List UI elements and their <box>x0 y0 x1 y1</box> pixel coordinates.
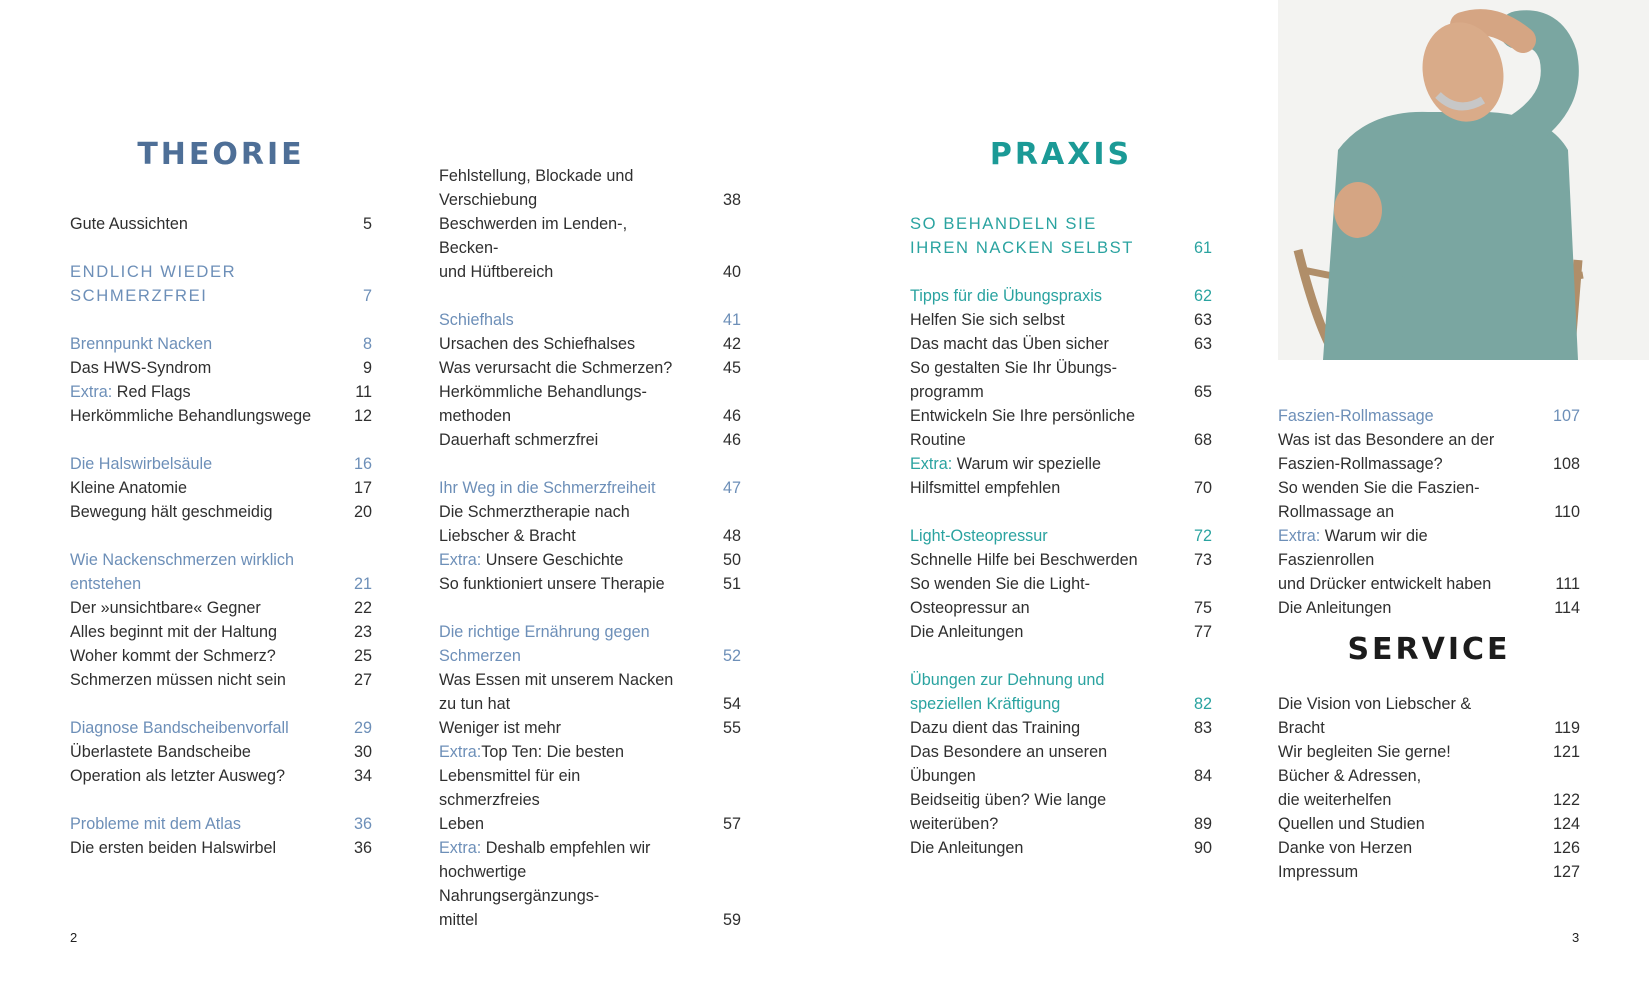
toc-entry-title: SO BEHANDELN SIE IHREN NACKEN SELBST <box>910 214 1135 257</box>
toc-gap <box>70 788 372 812</box>
toc-gap <box>910 644 1212 668</box>
theorie-heading: THEORIE <box>137 137 305 172</box>
toc-page-number: 57 <box>722 815 741 833</box>
toc-entry <box>1278 476 1580 524</box>
toc-entry <box>1278 740 1580 764</box>
toc-page-number: 23 <box>353 623 372 641</box>
toc-page-number: 48 <box>722 527 741 545</box>
toc-entry-title: Fehlstellung, Blockade und Verschiebung <box>439 167 634 209</box>
toc-gap <box>439 284 741 308</box>
toc-entry <box>910 548 1212 572</box>
toc-page-number: 17 <box>353 479 372 497</box>
toc-entry <box>439 380 741 428</box>
toc-page-number: 29 <box>353 719 372 737</box>
toc-section <box>910 668 1212 716</box>
extra-title: Deshalb empfehlen wir hochwertige Nahrungsergänzungs- mittel <box>439 839 651 929</box>
toc-entry <box>70 476 372 500</box>
toc-page-number: 63 <box>1193 335 1212 353</box>
toc-chapter <box>70 260 372 308</box>
toc-entry-title: Der »unsichtbare« Gegner <box>70 599 261 617</box>
toc-entry <box>439 740 741 836</box>
toc-chapter <box>910 212 1212 260</box>
toc-entry-title: Wir begleiten Sie gerne! <box>1278 743 1451 761</box>
toc-entry-title: Diagnose Bandscheibenvorfall <box>70 719 289 737</box>
toc-page-number: 50 <box>722 551 741 569</box>
toc-page-number: 114 <box>1554 599 1580 617</box>
toc-page-number: 36 <box>353 839 372 857</box>
toc-page-number: 90 <box>1193 839 1212 857</box>
toc-page-number: 54 <box>722 695 741 713</box>
toc-gap <box>70 308 372 332</box>
toc-entry-title: Was Essen mit unserem Nacken zu tun hat <box>439 671 674 713</box>
toc-page-number: 124 <box>1552 815 1580 833</box>
toc-gap <box>70 428 372 452</box>
toc-entry-title: Was verursacht die Schmerzen? <box>439 359 673 377</box>
toc-column-3 <box>910 212 1212 860</box>
toc-entry-title: Bücher & Adressen, die weiterhelfen <box>1278 767 1422 809</box>
toc-page-number: 20 <box>353 503 372 521</box>
toc-section <box>70 548 372 596</box>
toc-page-number: 59 <box>722 911 741 929</box>
toc-page-number: 52 <box>722 647 741 665</box>
toc-entry <box>439 212 741 284</box>
toc-page-number: 11 <box>355 383 372 401</box>
toc-entry <box>910 620 1212 644</box>
toc-section <box>439 308 741 332</box>
toc-entry <box>910 740 1212 788</box>
toc-gap <box>70 524 372 548</box>
toc-entry-title: Probleme mit dem Atlas <box>70 815 241 833</box>
toc-section <box>70 452 372 476</box>
toc-entry <box>439 428 741 452</box>
toc-entry-title: Entwickeln Sie Ihre persönliche Routine <box>910 407 1135 449</box>
toc-entry <box>439 548 741 572</box>
service-heading: SERVICE <box>1347 632 1511 667</box>
toc-page-number: 110 <box>1554 503 1580 521</box>
toc-page-number: 22 <box>353 599 372 617</box>
toc-entry <box>70 356 372 380</box>
toc-entry <box>910 716 1212 740</box>
toc-page-number: 38 <box>722 191 741 209</box>
toc-section <box>910 524 1212 548</box>
extra-title: Unsere Geschichte <box>481 551 624 569</box>
toc-entry-title: Überlastete Bandscheibe <box>70 743 251 761</box>
toc-entry <box>1278 860 1580 884</box>
toc-page-number: 75 <box>1193 599 1212 617</box>
toc-entry-title: Kleine Anatomie <box>70 479 187 497</box>
extra-title: Warum wir spezielle Hilfsmittel empfehlen <box>910 455 1101 497</box>
toc-entry <box>439 716 741 740</box>
toc-entry-title: Weniger ist mehr <box>439 719 562 737</box>
toc-page-number: 45 <box>722 359 741 377</box>
extra-prefix: Extra: <box>439 743 482 761</box>
toc-page-number: 121 <box>1552 743 1580 761</box>
toc-entry <box>1278 428 1580 476</box>
toc-entry-title <box>910 452 1212 500</box>
toc-page-number: 46 <box>722 431 741 449</box>
toc-entry-title: ENDLICH WIEDER SCHMERZFREI <box>70 262 237 305</box>
toc-entry-title: Ihr Weg in die Schmerzfreiheit <box>439 479 656 497</box>
toc-gap <box>910 260 1212 284</box>
toc-entry <box>70 620 372 644</box>
toc-entry <box>70 644 372 668</box>
toc-section <box>70 716 372 740</box>
toc-page-number: 108 <box>1552 455 1580 473</box>
extra-prefix: Extra: <box>1278 527 1321 545</box>
extra-title: Warum wir die Faszienrollen und Drücker entwickelt haben <box>1278 527 1492 593</box>
toc-page-number: 111 <box>1555 575 1580 593</box>
toc-gap <box>910 500 1212 524</box>
toc-page-number: 84 <box>1193 767 1212 785</box>
toc-entry <box>70 404 372 428</box>
toc-page-number: 68 <box>1193 431 1212 449</box>
toc-entry <box>910 332 1212 356</box>
toc-page-number: 72 <box>1193 527 1212 545</box>
toc-gap <box>70 692 372 716</box>
toc-entry-title: Gute Aussichten <box>70 215 188 233</box>
toc-entry <box>439 572 741 596</box>
toc-page-number: 12 <box>353 407 372 425</box>
toc-page-number: 36 <box>353 815 372 833</box>
toc-entry <box>439 500 741 548</box>
toc-section <box>70 332 372 356</box>
toc-section <box>70 812 372 836</box>
toc-entry <box>1278 524 1580 596</box>
toc-page-number: 65 <box>1193 383 1212 401</box>
toc-entry-title: Das macht das Üben sicher <box>910 335 1109 353</box>
toc-entry-title: Das Besondere an unseren Übungen <box>910 743 1108 785</box>
toc-entry-title: Wie Nackenschmerzen wirklich entstehen <box>70 551 294 593</box>
toc-section <box>910 284 1212 308</box>
toc-gap <box>70 236 372 260</box>
toc-entry <box>70 596 372 620</box>
toc-page-number: 46 <box>722 407 741 425</box>
toc-page-number: 9 <box>362 359 372 377</box>
toc-page-number: 63 <box>1193 311 1212 329</box>
extra-title: Top Ten: Die besten Lebensmittel für ein schmerzfreies Leben <box>439 743 625 833</box>
toc-entry-title: Beschwerden im Lenden-, Becken- und Hüftbereich <box>439 215 628 281</box>
toc-service-list <box>1278 692 1580 884</box>
toc-entry <box>439 836 741 932</box>
extra-title: Red Flags <box>112 383 191 401</box>
toc-page-number: 55 <box>722 719 741 737</box>
toc-entry-title: Helfen Sie sich selbst <box>910 311 1065 329</box>
toc-entry <box>439 356 741 380</box>
toc-page-number: 62 <box>1193 287 1212 305</box>
toc-entry-title: Impressum <box>1278 863 1359 881</box>
toc-entry <box>910 788 1212 836</box>
toc-page-number: 7 <box>362 287 372 305</box>
toc-page-number: 83 <box>1193 719 1212 737</box>
toc-page-number: 34 <box>353 767 372 785</box>
toc-page-number: 122 <box>1552 791 1580 809</box>
toc-entry <box>439 164 741 212</box>
extra-prefix: Extra: <box>70 383 113 401</box>
toc-entry-title: Das HWS-Syndrom <box>70 359 212 377</box>
toc-page-number: 30 <box>353 743 372 761</box>
toc-entry-title: Beidseitig üben? Wie lange weiterüben? <box>910 791 1107 833</box>
toc-entry <box>439 332 741 356</box>
toc-page-number: 41 <box>722 311 741 329</box>
toc-entry-title: Brennpunkt Nacken <box>70 335 213 353</box>
toc-page-number: 73 <box>1193 551 1212 569</box>
toc-entry-title: Die Anleitungen <box>1278 599 1392 617</box>
toc-entry-title: Operation als letzter Ausweg? <box>70 767 286 785</box>
toc-entry-title: Bewegung hält geschmeidig <box>70 503 273 521</box>
toc-entry-title <box>1278 524 1580 596</box>
toc-entry-title: Dauerhaft schmerzfrei <box>439 431 599 449</box>
toc-entry <box>70 836 372 860</box>
toc-entry-title <box>70 380 372 404</box>
toc-page-number: 127 <box>1552 863 1580 881</box>
toc-page-number: 51 <box>722 575 741 593</box>
toc-entry-title: Ursachen des Schiefhalses <box>439 335 636 353</box>
toc-entry-title: Tipps für die Übungspraxis <box>910 287 1102 305</box>
praxis-heading: PRAXIS <box>989 137 1133 172</box>
toc-page-number: 47 <box>722 479 741 497</box>
toc-entry <box>1278 596 1580 620</box>
toc-entry-title: Schiefhals <box>439 311 514 329</box>
toc-page-number: 107 <box>1552 407 1580 425</box>
toc-entry <box>70 500 372 524</box>
toc-entry-title: Schnelle Hilfe bei Beschwerden <box>910 551 1138 569</box>
toc-entry <box>910 452 1212 500</box>
toc-entry <box>910 572 1212 620</box>
toc-entry-title: Übungen zur Dehnung und speziellen Kräftigung <box>910 671 1105 713</box>
extra-prefix: Extra: <box>439 551 482 569</box>
toc-entry-title: So wenden Sie die Faszien- Rollmassage an <box>1278 479 1480 521</box>
toc-entry-title: Die Halswirbelsäule <box>70 455 213 473</box>
toc-page-number: 70 <box>1193 479 1212 497</box>
toc-page-number: 27 <box>353 671 372 689</box>
toc-page-number: 21 <box>353 575 372 593</box>
toc-entry <box>1278 812 1580 836</box>
toc-page-number: 8 <box>362 335 372 353</box>
toc-entry-title: So gestalten Sie Ihr Übungs- programm <box>910 359 1117 401</box>
toc-column-2 <box>439 164 741 932</box>
toc-page-number: 5 <box>362 215 372 233</box>
toc-entry-title: So funktioniert unsere Therapie <box>439 575 665 593</box>
toc-page-number: 119 <box>1554 719 1580 737</box>
toc-entry-title: Die Schmerztherapie nach Liebscher & Bracht <box>439 503 630 545</box>
toc-entry-title: So wenden Sie die Light- Osteopressur an <box>910 575 1090 617</box>
toc-section <box>439 476 741 500</box>
toc-entry-title: Danke von Herzen <box>1278 839 1413 857</box>
toc-page-number: 89 <box>1193 815 1212 833</box>
page-number-right: 3 <box>1572 930 1580 945</box>
toc-page-number: 82 <box>1193 695 1212 713</box>
toc-entry <box>439 668 741 716</box>
toc-page-number: 77 <box>1193 623 1212 641</box>
toc-entry-title: Light-Osteopressur <box>910 527 1048 545</box>
toc-entry-title: Was ist das Besondere an der Faszien-Rollmassage? <box>1278 431 1495 473</box>
toc-entry-title <box>439 740 741 836</box>
toc-entry <box>910 404 1212 452</box>
toc-entry <box>910 308 1212 332</box>
toc-entry <box>910 356 1212 404</box>
toc-entry-title: Herkömmliche Behandlungs- methoden <box>439 383 647 425</box>
toc-entry-title: Alles beginnt mit der Haltung <box>70 623 277 641</box>
toc-section <box>1278 404 1580 428</box>
extra-prefix: Extra: <box>910 455 953 473</box>
toc-entry-title: Die richtige Ernährung gegen Schmerzen <box>439 623 650 665</box>
toc-entry <box>70 764 372 788</box>
photo-illustration <box>1278 0 1649 360</box>
toc-entry-title: Woher kommt der Schmerz? <box>70 647 276 665</box>
toc-gap <box>439 452 741 476</box>
toc-page-number: 40 <box>722 263 741 281</box>
toc-section <box>439 620 741 668</box>
man-stretching-neck-photo <box>1278 0 1649 360</box>
toc-entry <box>70 212 372 236</box>
toc-entry-title: Die Anleitungen <box>910 839 1024 857</box>
toc-entry <box>70 740 372 764</box>
toc-entry-title <box>439 836 741 932</box>
toc-entry-title: Die Anleitungen <box>910 623 1024 641</box>
toc-entry <box>70 668 372 692</box>
toc-entry <box>910 836 1212 860</box>
toc-entry-title: Faszien-Rollmassage <box>1278 407 1434 425</box>
toc-entry-title: Die ersten beiden Halswirbel <box>70 839 277 857</box>
toc-entry-title: Dazu dient das Training <box>910 719 1081 737</box>
toc-page-number: 16 <box>353 455 372 473</box>
toc-page-number: 25 <box>353 647 372 665</box>
toc-entry <box>70 380 372 404</box>
toc-entry-title: Quellen und Studien <box>1278 815 1425 833</box>
toc-entry-title: Die Vision von Liebscher & Bracht <box>1278 695 1472 737</box>
toc-page-number: 61 <box>1193 239 1212 257</box>
toc-column-4 <box>1278 404 1580 620</box>
toc-gap <box>439 596 741 620</box>
toc-page-number: 126 <box>1552 839 1580 857</box>
toc-page-number: 42 <box>722 335 741 353</box>
toc-entry-title <box>439 548 741 572</box>
page-number-left: 2 <box>70 930 78 945</box>
toc-entry-title: Herkömmliche Behandlungswege <box>70 407 312 425</box>
toc-entry <box>1278 836 1580 860</box>
extra-prefix: Extra: <box>439 839 482 857</box>
toc-entry-title: Schmerzen müssen nicht sein <box>70 671 286 689</box>
toc-entry <box>1278 692 1580 740</box>
toc-column-1 <box>70 212 372 860</box>
toc-entry <box>1278 764 1580 812</box>
